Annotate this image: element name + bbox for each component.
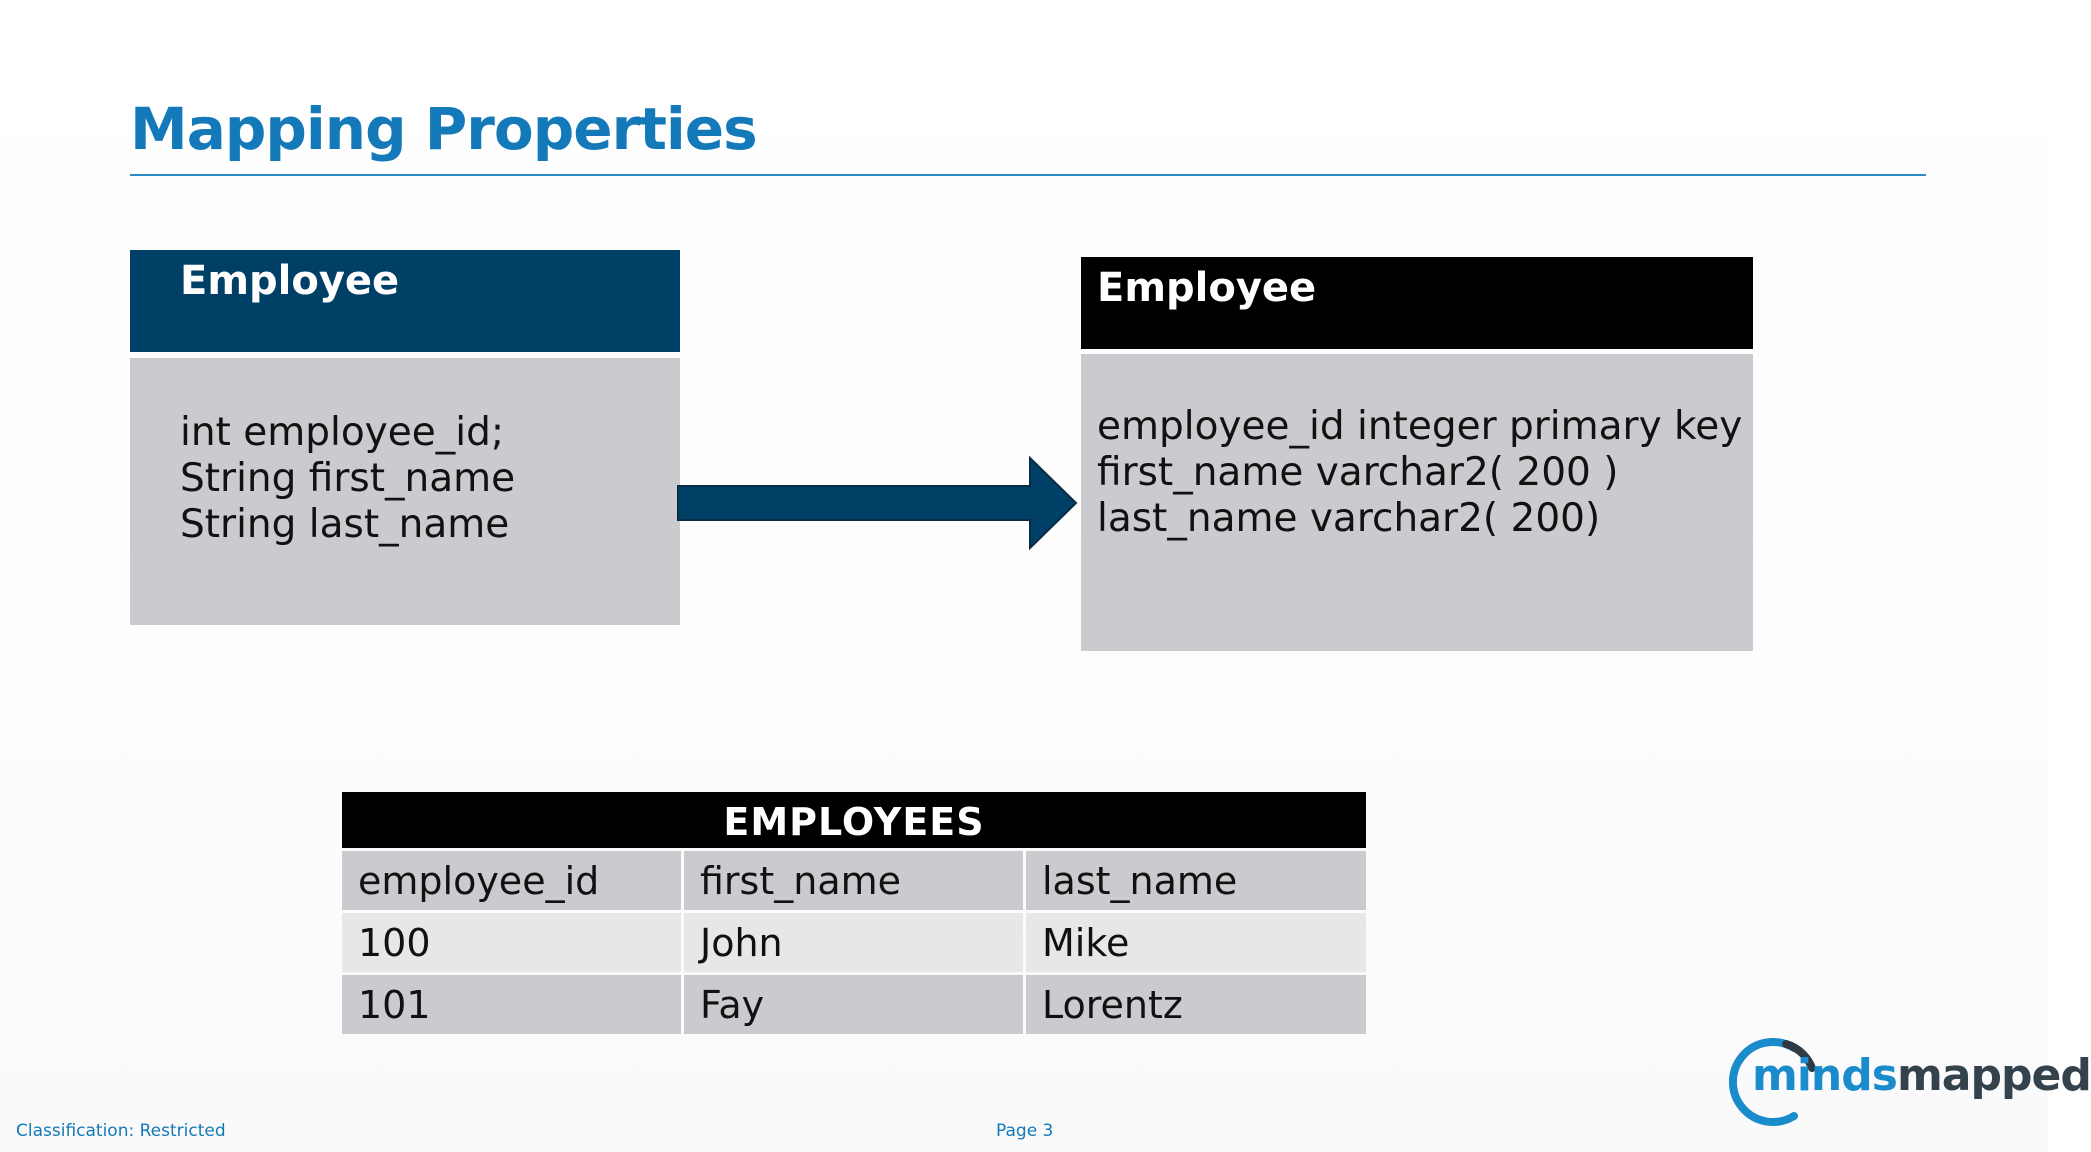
page-number: Page 3 [996,1121,1054,1141]
table-cell: Lorentz [1026,975,1366,1034]
table-cell: Fay [684,975,1023,1034]
column-definition-line: last_name varchar2( 200) [1097,496,1601,541]
table-box-header [1081,257,1753,349]
slide-title: Mapping Properties [130,95,757,163]
column-header: first_name [684,851,1023,910]
mindsmapped-logo [1726,1030,2091,1134]
class-box-title: Employee [180,258,400,304]
logo-text-part1: minds [1752,1050,1897,1101]
table-cell: John [684,913,1023,972]
table-row [342,975,1366,1034]
table-columns-definition [1097,404,1742,542]
employees-table [342,792,1366,1034]
table-row [342,913,1366,972]
logo-text-part2: mapped [1896,1050,2091,1101]
table-header-row [342,851,1366,910]
column-header: employee_id [342,851,681,910]
mapping-arrow-icon [678,458,1076,548]
class-field-line: String last_name [180,502,510,547]
table-box-body [1081,354,1753,651]
table-box-title: Employee [1097,265,1317,311]
classification-label: Classification: Restricted [16,1121,226,1141]
table-cell: Mike [1026,913,1366,972]
logo-wordmark [1752,1050,2091,1101]
class-fields [180,410,515,548]
column-header: last_name [1026,851,1366,910]
title-divider [130,174,1926,176]
class-field-line: int employee_id; [180,410,504,455]
class-field-line: String first_name [180,456,516,501]
class-box-body [130,358,680,625]
class-box-header [130,250,680,352]
column-definition-line: employee_id integer primary key [1097,404,1743,449]
table-cell: 101 [342,975,681,1034]
table-cell: 100 [342,913,681,972]
employees-table-title: EMPLOYEES [342,792,1366,848]
column-definition-line: first_name varchar2( 200 ) [1097,450,1619,495]
